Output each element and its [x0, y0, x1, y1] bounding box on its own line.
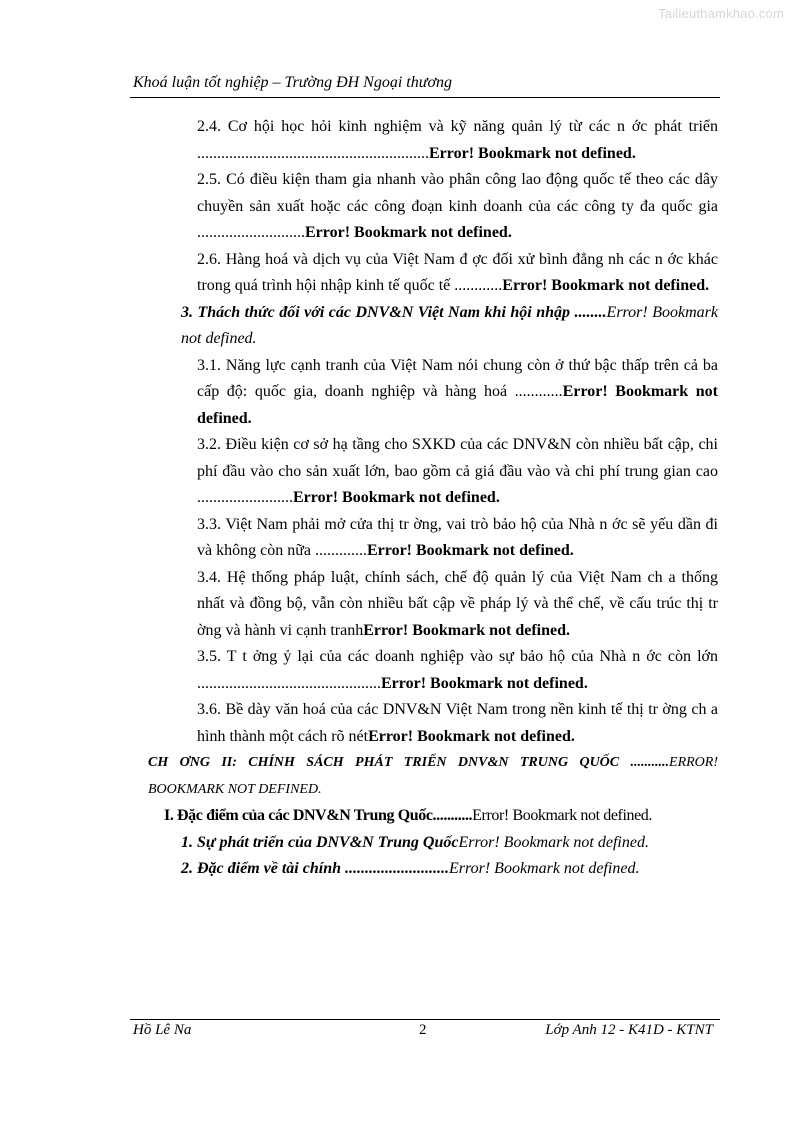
toc-entry[interactable]: 3.5. T t ởng ỷ lại của các doanh nghiệp vào sự bảo hộ của Nhà n ớc còn lớn ..............................................Error! Bookmark not defined. — [197, 648, 718, 692]
toc-section-entry[interactable]: 3. Thách thức đối với các DNV&N Việt Nam khi hội nhập ........Error! Bookmark not defined. — [181, 303, 718, 347]
header-rule — [130, 97, 720, 98]
running-header: Khoá luận tốt nghiệp – Trường ĐH Ngoại thương — [133, 74, 452, 91]
toc-section-entry[interactable]: 1. Sự phát triển của DNV&N Trung QuốcError! Bookmark not defined. — [181, 833, 649, 851]
toc-entry[interactable]: 3.6. Bề dày văn hoá của các DNV&N Việt Nam trong nền kinh tế thị tr ờng ch a hình thành một cách rõ nétError! Bookmark not defined. — [197, 701, 718, 745]
toc-entry[interactable]: 2.5. Có điều kiện tham gia nhanh vào phân công lao động quốc tế theo các dây chuyền sản xuất hoặc các công đoạn kinh doanh của các công ty đa quốc gia ...........................Error! Bookmark not defined. — [197, 171, 718, 241]
toc-entry[interactable]: 3.3. Việt Nam phải mở cửa thị tr ờng, vai trò bảo hộ của Nhà n ớc sẽ yếu dần đi và không còn nữa .............Error! Bookmark not defined. — [197, 515, 718, 559]
toc-entry[interactable]: 3.4. Hệ thống pháp luật, chính sách, chế độ quản lý của Việt Nam ch a thống nhất và đồng bộ, vẫn còn nhiều bất cập về pháp lý và thể chế, về cấu trúc thị tr ờng và hành vi cạnh tranhError! Bookmark not defined. — [197, 568, 718, 639]
table-of-contents — [0, 114, 794, 883]
footer-class: Lớp Anh 12 - K41D - KTNT — [545, 1022, 713, 1038]
page-number: 2 — [419, 1022, 427, 1038]
toc-part-entry[interactable]: I. Đặc điểm của các DNV&N Trung Quốc...........Error! Bookmark not defined. — [164, 807, 653, 824]
footer-rule — [130, 1019, 720, 1020]
toc-entry[interactable]: 2.6. Hàng hoá và dịch vụ của Việt Nam đ ợc đối xử bình đẳng nh các n ớc khác trong quá trình hội nhập kinh tế quốc tế ............Error! Bookmark not defined. — [197, 250, 718, 294]
toc-section-entry[interactable]: 2. Đặc điểm về tài chính ..........................Error! Bookmark not defined. — [181, 860, 640, 877]
watermark-text: Tailieuthamkhao.com — [658, 6, 784, 21]
toc-chapter-entry[interactable]: CH ƠNG II: CHÍNH SÁCH PHÁT TRIỂN DNV&N TRUNG QUỐC ...........ERROR! BOOKMARK NOT DEFINED. — [148, 755, 718, 797]
footer-author: Hồ Lê Na — [133, 1022, 192, 1038]
toc-entry[interactable]: 3.2. Điều kiện cơ sở hạ tầng cho SXKD của các DNV&N còn nhiều bất cập, chi phí đầu vào cho sản xuất lớn, bao gồm cả giá đầu vào và chi phí trung gian cao ........................Error! Bookmark not defined. — [197, 436, 718, 506]
toc-entry[interactable]: 2.4. Cơ hội học hỏi kinh nghiệm và kỹ năng quản lý từ các n ớc phát triển ..........................................................Error! Bookmark not defined. — [197, 118, 718, 162]
toc-entry[interactable]: 3.1. Năng lực cạnh tranh của Việt Nam nói chung còn ở thứ bậc thấp trên cả ba cấp độ: quốc gia, doanh nghiệp và hàng hoá ............Error! Bookmark not defined. — [197, 356, 719, 427]
